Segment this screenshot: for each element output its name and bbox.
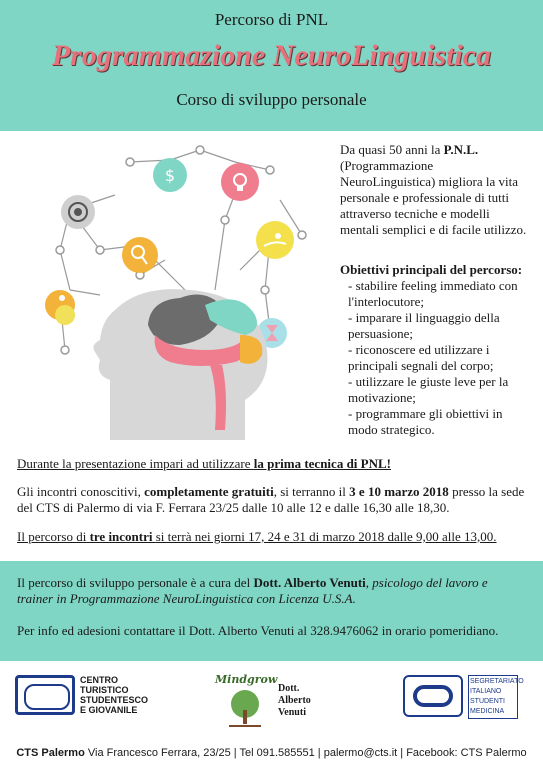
cts-text-line: CENTRO [80,675,118,685]
objectives-section [340,262,530,438]
info-box [0,561,543,661]
meetings-paragraph [17,484,527,516]
sism-text-line: MEDICINA [470,708,505,715]
logos-row [0,661,543,741]
cts-logo [15,675,75,715]
objectives-title: Obiettivi principali del percorso: [340,262,523,277]
presentation-text: Durante la presentazione impari ad utilizzare [17,456,251,471]
meetings-dates-bold: 3 e 10 marzo 2018 [349,484,449,499]
header-title: Programmazione NeuroLinguistica [51,39,492,72]
intro-text-a: Da quasi 50 anni la [340,142,441,157]
presentation-line [17,456,527,472]
intro-paragraph [340,142,530,238]
curator-name: Dott. Alberto Venuti [253,575,366,590]
contact-paragraph: Per info ed adesioni contattare il Dott. Alberto Venuti al 328.9476062 in orario pomeridiano. [17,623,499,638]
mindgrow-person-line: Alberto [278,695,311,706]
objective-item: - programmare gli obiettivi in modo strategico. [348,406,503,437]
meetings-free-bold: completamente gratuiti [144,484,274,499]
course-bold: tre incontri [89,529,153,544]
course-text-b: si terrà nei giorni 17, 24 e 31 di marzo 2018 dalle 9,00 alle 13,00. [155,529,497,544]
footer-contact-details: Via Francesco Ferrara, 23/25 | Tel 091.585551 | palermo@cts.it | Facebook: CTS Palermo [84,747,527,759]
footer-org-name: CTS Palermo [16,747,85,759]
intro-pnl-bold: P.N.L. [443,142,479,157]
cts-text-line: E GIOVANILE [80,705,138,715]
course-line [17,529,527,545]
chart-icon [55,305,75,325]
mindgrow-person-line: Dott. [278,683,300,694]
presentation-bold: la prima tecnica di PNL! [253,456,391,471]
sism-text-line: SEGRETARIATO [470,678,524,685]
meetings-text-a: Gli incontri conoscitivi, [17,484,141,499]
mindgrow-wordmark: Mindgrow [215,673,278,686]
sism-text [468,675,524,719]
cts-text-line: STUDENTESCO [80,695,149,705]
header-top-text: Percorso di PNL [214,10,329,29]
lightbulb-icon [221,163,259,201]
sism-text-line: STUDENTI [470,698,505,705]
curator-role: , psicologo del lavoro e trainer in Programmazione NeuroLinguistica con Licenza U.S.A. [17,575,488,606]
mindgrow-logo [215,673,278,733]
objective-item: - riconoscere ed utilizzare i principali segnali del corpo; [348,342,494,373]
header-subtitle: Corso di sviluppo personale [176,90,367,109]
mindgrow-person [278,683,311,719]
course-text-a: Il percorso di [17,529,87,544]
contact-footer [0,747,543,759]
meetings-text-b: , si terranno il [273,484,346,499]
cts-logo-text [80,675,148,715]
svg-text:$: $ [164,166,176,185]
objective-item: - utilizzare le giuste leve per la motivazione; [348,374,509,405]
mindgrow-person-line: Venuti [278,707,306,718]
curator-text: Il percorso di sviluppo personale è a cura del [17,575,251,590]
search-icon [122,237,158,273]
objective-item: - imparare il linguaggio della persuasione; [348,310,500,341]
header-banner [0,0,543,131]
tree-icon [215,686,275,730]
intro-text-b: (Programmazione NeuroLinguistica) migliora la vita personale e professionale di tutti attraverso tecniche e modelli mentali semplici e di facile utilizzo. [340,158,527,237]
cts-text-line: TURISTICO [80,685,129,695]
sism-text-line: ITALIANO [470,688,502,695]
objective-item: - stabilire feeling immediato con l'interlocutore; [348,278,518,309]
meetings-text-c: presso la sede del CTS di Palermo di via F. Ferrara 23/25 dalle 10 alle 12 e dalle 16,30 alle 18,30. [17,484,525,515]
sism-logo [403,675,463,717]
curator-paragraph [17,575,527,607]
brain-network-illustration [40,140,310,440]
hand-plant-icon [256,221,294,259]
